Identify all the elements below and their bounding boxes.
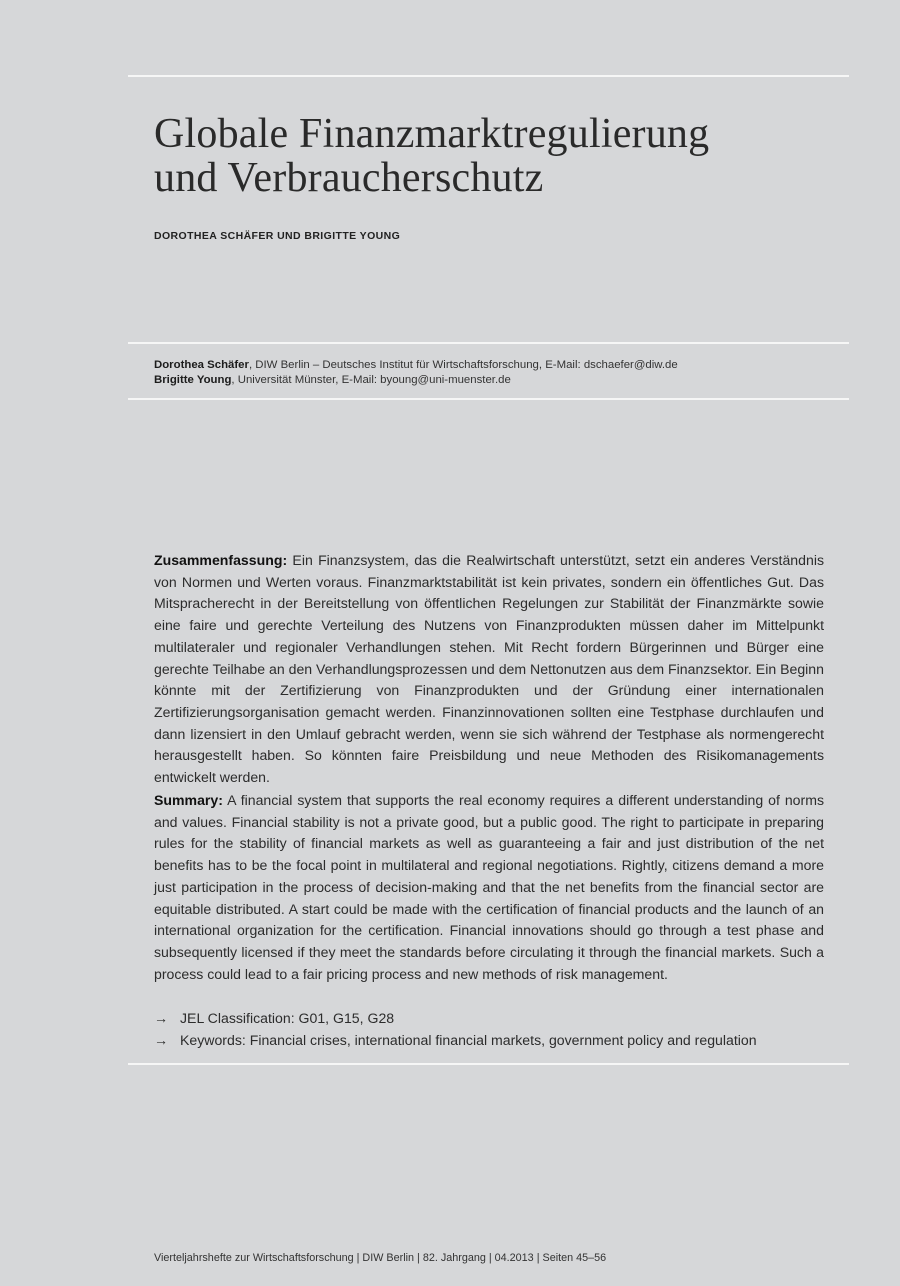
jel-classification-text: JEL Classification: G01, G15, G28 [180, 1010, 395, 1026]
abstract-german-label: Zusammenfassung: [154, 552, 288, 568]
affiliation-bottom-rule [128, 398, 849, 400]
keywords [154, 1029, 757, 1051]
page-footer: Vierteljahrshefte zur Wirtschaftsforschung | DIW Berlin | 82. Jahrgang | 04.2013 | Seiten 45–56 [154, 1252, 607, 1264]
affiliation-2-name: Brigitte Young [154, 374, 232, 386]
affiliation-1-detail: , DIW Berlin – Deutsches Institut für Wirtschaftsforschung, E-Mail: dschaefer@diw.de [248, 359, 678, 371]
arrow-right-icon: → [154, 1010, 169, 1026]
bottom-rule [128, 1063, 849, 1065]
article-title [154, 112, 844, 200]
abstract-english-text: A financial system that supports the real economy requires a different understanding of norms and values. Financial stability is not a private good, but a public good. The right to participate in preparing rules for the stability of financial markets as well as guaranteeing a fair and just distribution of the net benefits has to be the focal point in multilateral and regional negotiations. Rightly, citizens demand a more just participation in the process of decision-making and that the net benefits from the financial sector are equitable distributed. A start could be made with the certification of financial products and the launch of an international organization for the certification. Financial innovations should go through a test phase and subsequently licensed if they meet the standards before circulating it through the financial markets. Such a process could lead to a fair pricing process and new methods of risk management. [154, 792, 825, 982]
author-line: DOROTHEA SCHÄFER UND BRIGITTE YOUNG [154, 230, 401, 242]
abstract-english [154, 790, 824, 985]
jel-classification [154, 1007, 394, 1029]
affiliation-2-detail: , Universität Münster, E-Mail: byoung@uni-muenster.de [231, 374, 511, 386]
abstract-english-label: Summary: [154, 792, 223, 808]
affiliation-top-rule [128, 342, 849, 344]
arrow-right-icon: → [154, 1032, 169, 1048]
abstract-german-text: Ein Finanzsystem, das die Realwirtschaft unterstützt, setzt ein anderes Verständnis von Normen und Werten voraus. Finanzmarktstabilität ist kein privates, sondern ein öffentliches Gut. Das Mitspracherecht in der Bereitstellung von öffentlichen Regelungen zur Stabilität der Finanzmärkte sowie eine faire und gerechte Verteilung des Nutzens von Finanzprodukten müssen daher im Mittelpunkt multilateraler und regionaler Verhandlungen stehen. Mit Recht fordern Bürgerinnen und Bürger eine gerechte Teilhabe an den Verhandlungsprozessen und dem Nettonutzen aus dem Finanzsektor. Ein Beginn könnte mit der Zertifizierung von Finanzprodukten und der Gründung einer internationalen Zertifizierungsorganisation gemacht werden. Finanzinnovationen sollten eine Testphase durchlaufen und dann lizensiert in den Umlauf gebracht werden, wenn sie sich während der Testphase als normengerecht herausgestellt haben. So könnten faire Preisbildung und neue Methoden des Risikomanagements entwickelt werden. [154, 552, 824, 786]
keywords-text: Keywords: Financial crises, international financial markets, government policy and regulation [180, 1032, 757, 1048]
affiliation-2 [154, 374, 511, 386]
abstract-german [154, 550, 824, 789]
affiliation-1-name: Dorothea Schäfer [154, 359, 249, 371]
title-line-2: und Verbraucherschutz [154, 155, 544, 201]
affiliation-1 [154, 359, 678, 371]
top-rule [128, 75, 849, 77]
title-line-1: Globale Finanzmarktregulierung [154, 111, 710, 157]
